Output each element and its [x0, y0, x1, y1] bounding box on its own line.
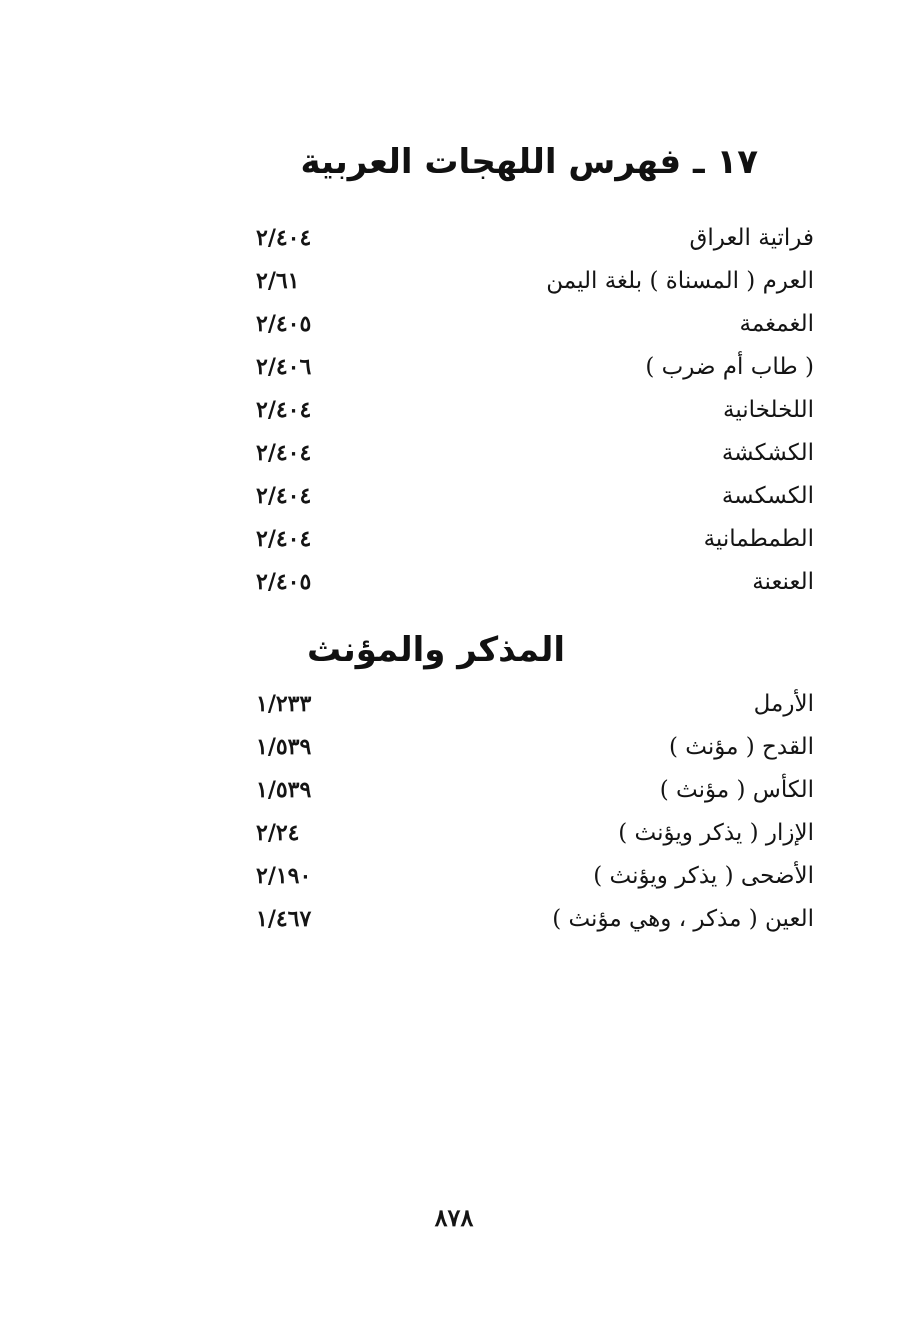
entry-reference: ١/٥٣٩	[256, 777, 312, 803]
entry-term: الكأس ( مؤنث )	[659, 777, 814, 803]
index-entry	[250, 813, 814, 856]
entry-term: فراتية العراق	[689, 225, 814, 251]
entry-reference: ١/٤٦٧	[256, 906, 312, 932]
gender-index-list	[250, 684, 814, 942]
entry-term: العنعنة	[752, 569, 814, 595]
entry-term: اللخلخانية	[722, 397, 814, 423]
index-entry	[250, 433, 814, 476]
entry-term: الإزار ( يذكر ويؤنث )	[618, 820, 814, 846]
entry-term: الأضحى ( يذكر ويؤنث )	[593, 863, 814, 889]
entry-reference: ٢/٤٠٥	[256, 311, 312, 337]
entry-reference: ٢/٤٠٥	[256, 569, 312, 595]
entry-reference: ٢/٤٠٤	[256, 483, 312, 509]
entry-reference: ٢/٢٤	[256, 820, 300, 846]
entry-term: الطمطمانية	[703, 526, 814, 552]
index-entry	[250, 684, 814, 727]
index-entry	[250, 770, 814, 813]
entry-term: الغمغمة	[739, 311, 814, 337]
entry-reference: ٢/٤٠٤	[256, 225, 312, 251]
entry-reference: ٢/٤٠٦	[256, 354, 312, 380]
page-number: ٨٧٨	[434, 1203, 474, 1232]
index-entry	[250, 390, 814, 433]
entry-term: العرم ( المسناة ) بلغة اليمن	[546, 268, 814, 294]
entry-term: العين ( مذكر ، وهي مؤنث )	[552, 906, 814, 932]
index-entry	[250, 261, 814, 304]
entry-reference: ١/٥٣٩	[256, 734, 312, 760]
entry-term: ( طاب أم ضرب )	[645, 354, 814, 380]
entry-term: الأرمل	[753, 691, 814, 717]
entry-reference: ٢/٤٠٤	[256, 440, 312, 466]
index-entry	[250, 519, 814, 562]
section-title-arabic-dialects: ١٧ ـ فهرس اللهجات العربية	[300, 142, 758, 182]
entry-term: الكسكسة	[721, 483, 814, 509]
entry-term: الكشكشة	[721, 440, 814, 466]
entry-reference: ٢/٦١	[256, 268, 300, 294]
index-entry	[250, 347, 814, 390]
dialects-index-list	[250, 218, 814, 605]
entry-term: القدح ( مؤنث )	[668, 734, 814, 760]
index-entry	[250, 476, 814, 519]
entry-reference: ١/٢٣٣	[256, 691, 312, 717]
index-entry	[250, 899, 814, 942]
entry-reference: ٢/٤٠٤	[256, 526, 312, 552]
entry-reference: ٢/١٩٠	[256, 863, 312, 889]
index-entry	[250, 562, 814, 605]
index-entry	[250, 218, 814, 261]
section-title-masculine-feminine: المذكر والمؤنث	[306, 630, 565, 670]
entry-reference: ٢/٤٠٤	[256, 397, 312, 423]
index-entry	[250, 727, 814, 770]
index-entry	[250, 856, 814, 899]
index-entry	[250, 304, 814, 347]
